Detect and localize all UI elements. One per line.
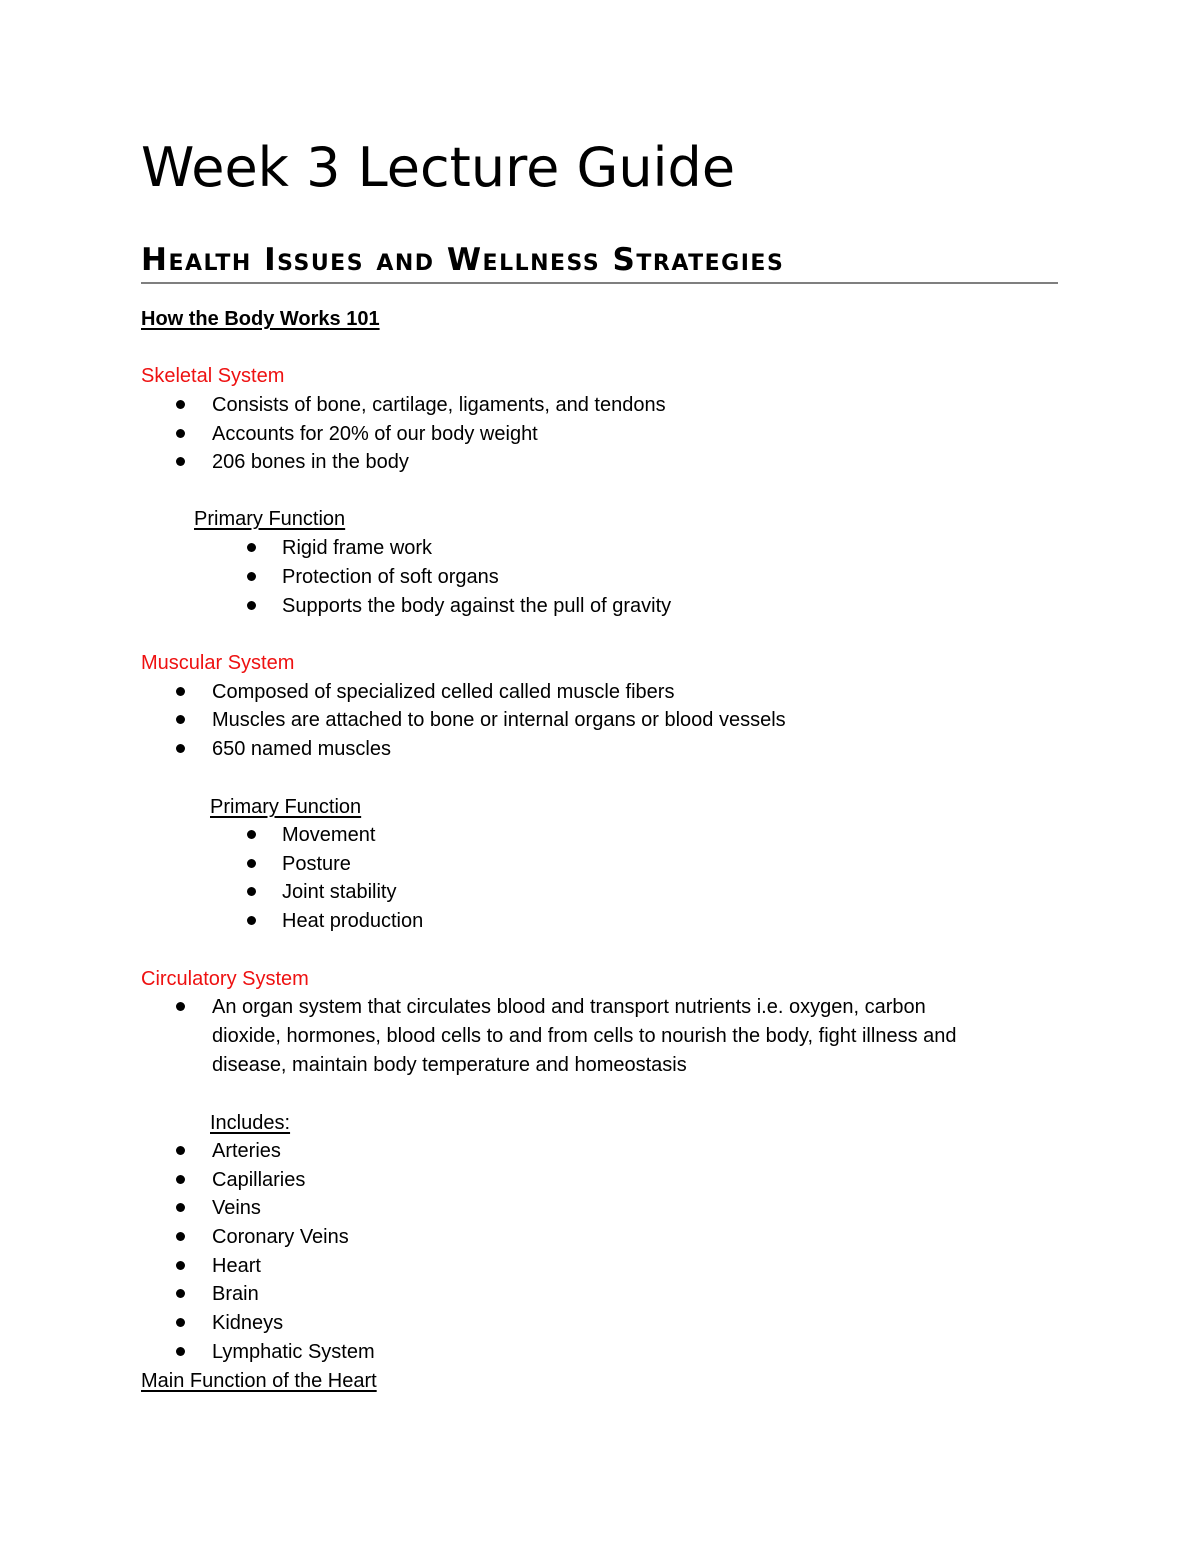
list-item: Coronary Veins xyxy=(212,1226,349,1248)
document-title: Week 3 Lecture Guide xyxy=(141,136,736,199)
heart-function-heading: Main Function of the Heart xyxy=(141,1370,377,1392)
muscular-heading: Muscular System xyxy=(141,652,295,674)
bullet-icon xyxy=(247,916,256,925)
bullet-icon xyxy=(176,1203,185,1212)
list-item: Protection of soft organs xyxy=(282,566,499,588)
bullet-icon xyxy=(247,859,256,868)
skeletal-heading: Skeletal System xyxy=(141,365,285,387)
bullet-icon xyxy=(176,1289,185,1298)
list-item: Lymphatic System xyxy=(212,1341,375,1363)
bullet-icon xyxy=(176,1232,185,1241)
bullet-icon xyxy=(176,1175,185,1184)
bullet-icon xyxy=(176,429,185,438)
includes-heading: Includes: xyxy=(210,1112,291,1134)
list-item: Muscles are attached to bone or internal organs or blood vessels xyxy=(212,709,786,731)
bullet-icon xyxy=(247,887,256,896)
bullet-icon xyxy=(176,715,185,724)
skeletal-function-heading: Primary Function xyxy=(194,508,346,530)
list-item: 206 bones in the body xyxy=(212,451,409,473)
list-item: Accounts for 20% of our body weight xyxy=(212,423,538,445)
list-item: Arteries xyxy=(212,1140,281,1162)
list-item: Heart xyxy=(212,1255,261,1277)
list-item: Veins xyxy=(212,1197,261,1219)
bullet-icon xyxy=(176,1261,185,1270)
list-item: Posture xyxy=(282,853,351,875)
list-item: Movement xyxy=(282,824,376,846)
list-item: Heat production xyxy=(282,910,424,932)
bullet-icon xyxy=(176,400,185,409)
bullet-icon xyxy=(176,687,185,696)
list-item: Kidneys xyxy=(212,1312,284,1334)
bullet-icon xyxy=(247,601,256,610)
list-item: Consists of bone, cartilage, ligaments, and tendons xyxy=(212,394,666,416)
document-subtitle: Health Issues and Wellness Strategies xyxy=(141,242,785,278)
list-item: Composed of specialized celled called muscle fibers xyxy=(212,681,675,703)
bullet-icon xyxy=(176,1002,185,1011)
bullet-icon xyxy=(247,572,256,581)
bullet-icon xyxy=(176,1347,185,1356)
bullet-icon xyxy=(176,457,185,466)
circulatory-heading: Circulatory System xyxy=(141,968,309,990)
circulatory-description-line: dioxide, hormones, blood cells to and from cells to nourish the body, fight illness and xyxy=(212,1025,957,1047)
circulatory-description-line: disease, maintain body temperature and homeostasis xyxy=(212,1054,687,1076)
list-item: Brain xyxy=(212,1283,259,1305)
list-item: Capillaries xyxy=(212,1169,306,1191)
list-item: Supports the body against the pull of gravity xyxy=(282,595,672,617)
section-heading: How the Body Works 101 xyxy=(141,308,380,330)
bullet-icon xyxy=(176,744,185,753)
muscular-function-heading: Primary Function xyxy=(210,796,362,818)
list-item: Rigid frame work xyxy=(282,537,433,559)
bullet-icon xyxy=(176,1318,185,1327)
subtitle-divider xyxy=(141,282,1058,284)
bullet-icon xyxy=(247,543,256,552)
circulatory-description-line: An organ system that circulates blood and transport nutrients i.e. oxygen, carbon xyxy=(212,996,926,1018)
bullet-icon xyxy=(247,830,256,839)
list-item: Joint stability xyxy=(282,881,397,903)
list-item: 650 named muscles xyxy=(212,738,391,760)
bullet-icon xyxy=(176,1146,185,1155)
